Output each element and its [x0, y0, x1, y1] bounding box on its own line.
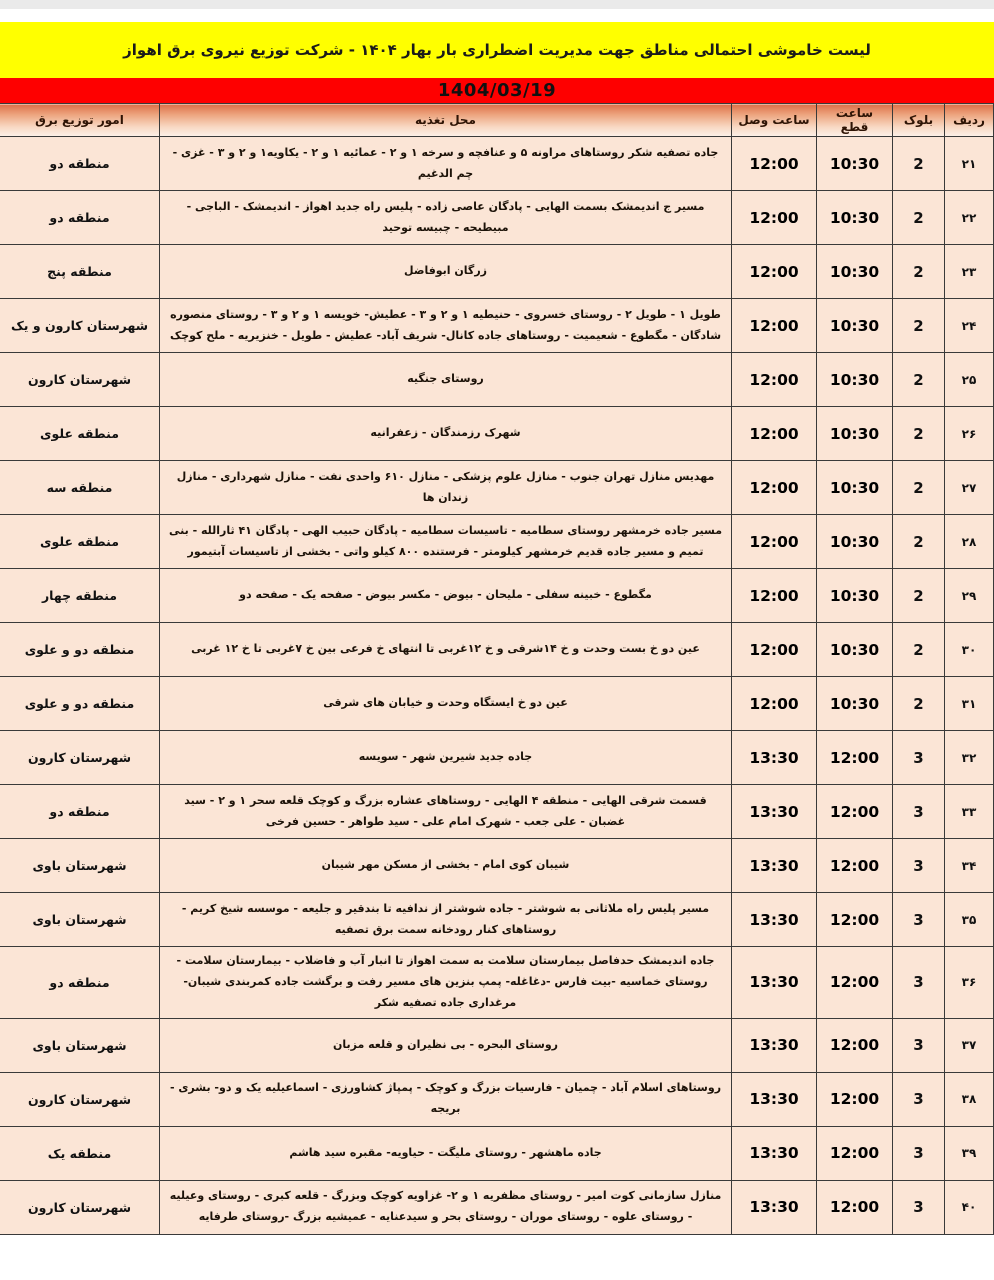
distribution-area-cell: منطقه پنج [0, 245, 160, 299]
block-cell: 2 [893, 623, 945, 677]
reconnect-time-cell: 13:30 [732, 1180, 817, 1234]
cut-time-cell: 12:00 [817, 1018, 893, 1072]
reconnect-time-cell: 13:30 [732, 893, 817, 947]
reconnect-time-cell: 13:30 [732, 1126, 817, 1180]
table-row [0, 893, 994, 947]
cut-time-cell: 10:30 [817, 353, 893, 407]
feed-location-cell: شهرک رزمندگان - زعفرانیه [160, 407, 732, 461]
column-header-row-number: ردیف [945, 104, 994, 137]
table-row [0, 623, 994, 677]
block-cell: 2 [893, 515, 945, 569]
page-title: لیست خاموشی احتمالی مناطق جهت مدیریت اضطراری بار بهار ۱۴۰۴ - شرکت توزیع نیروی برق اهواز [123, 40, 871, 59]
row-number-cell: ۳۰ [945, 623, 994, 677]
distribution-area-cell: شهرستان کارون [0, 1072, 160, 1126]
feed-location-cell: جاده جدید شیرین شهر - سویسه [160, 731, 732, 785]
row-number-cell: ۳۹ [945, 1126, 994, 1180]
row-number-cell: ۲۳ [945, 245, 994, 299]
row-number-cell: ۲۶ [945, 407, 994, 461]
feed-location-cell: روستاهای اسلام آباد - چمیان - فارسیات بزرگ و کوچک - پمپاژ کشاورزی - اسماعیلیه یک و دو- بشری - بریجه [160, 1072, 732, 1126]
feed-location-cell: عین دو خ بست وحدت و خ ۱۴شرقی و خ ۱۲غربی تا انتهای خ فرعی بین خ ۷غربی تا خ ۱۲ غربی [160, 623, 732, 677]
distribution-area-cell: شهرستان کارون [0, 1180, 160, 1234]
reconnect-time-cell: 13:30 [732, 1018, 817, 1072]
block-cell: 2 [893, 191, 945, 245]
cut-time-cell: 10:30 [817, 569, 893, 623]
feed-location-cell: مسیر جاده خرمشهر روستای سطامیه - تاسیسات سطامیه - پادگان حبیب الهی - پادگان ۴۱ ثارالله - بنی تمیم و مسیر جاده قدیم خرمشهر کیلومتر - فرستنده ۸۰۰ کیلو واتی - بخشی از تاسیسات آبتیمور [160, 515, 732, 569]
table-row [0, 1018, 994, 1072]
table-row [0, 461, 994, 515]
row-number-cell: ۲۵ [945, 353, 994, 407]
table-row [0, 137, 994, 191]
schedule-date: 1404/03/19 [437, 80, 557, 101]
feed-location-cell: طویل ۱ - طویل ۲ - روستای خسروی - حنیطیه ۱ و ۲ و ۳ - عطیش- خویسه ۱ و ۲ و ۳ - روستای منصوره شادگان - مگطوع - شعیمیت - روستاهای جاده کانال- شریف آباد- عطیش - طویل - خنزیریه - ملح کوچک [160, 299, 732, 353]
row-number-cell: ۲۸ [945, 515, 994, 569]
table-row [0, 515, 994, 569]
block-cell: 2 [893, 353, 945, 407]
reconnect-time-cell: 12:00 [732, 191, 817, 245]
feed-location-cell: جاده اندیمشک حدفاصل بیمارستان سلامت به سمت اهواز تا انبار آب و فاضلاب - بیمارستان سلامت - روستای خماسیه -بیت فارس -دغاغله- پمپ بنزین های مسیر رفت و برگشت جاده کمربندی شیبان- مرغداری جاده تصفیه شکر [160, 947, 732, 1019]
cut-time-cell: 10:30 [817, 245, 893, 299]
table-row [0, 245, 994, 299]
row-number-cell: ۳۱ [945, 677, 994, 731]
feed-location-cell: زرگان ابوفاضل [160, 245, 732, 299]
distribution-area-cell: منطقه دو [0, 785, 160, 839]
column-header-distribution-area: امور توزیع برق [0, 104, 160, 137]
cut-time-cell: 10:30 [817, 299, 893, 353]
block-cell: 3 [893, 1126, 945, 1180]
cut-time-cell: 10:30 [817, 461, 893, 515]
feed-location-cell: جاده ماهشهر - روستای ملیگت - حیاویه- مقبره سید هاشم [160, 1126, 732, 1180]
distribution-area-cell: منطقه دو و علوی [0, 623, 160, 677]
column-header-cut-time: ساعت قطع [817, 104, 893, 137]
table-row [0, 1072, 994, 1126]
cut-time-cell: 10:30 [817, 623, 893, 677]
table-row [0, 731, 994, 785]
table-row [0, 191, 994, 245]
row-number-cell: ۲۹ [945, 569, 994, 623]
table-row [0, 947, 994, 1019]
block-cell: 3 [893, 785, 945, 839]
feed-location-cell: منازل سازمانی کوت امیر - روستای مظفریه ۱ و ۲- غزاویه کوچک وبزرگ - قلعه کبری - روستای وعیلیه - روستای علوه - روستای موران - روستای بحر و سیدعنایه - عمیشیه بزرگ -روستای طرفایه [160, 1180, 732, 1234]
reconnect-time-cell: 12:00 [732, 677, 817, 731]
row-number-cell: ۳۲ [945, 731, 994, 785]
block-cell: 2 [893, 407, 945, 461]
reconnect-time-cell: 12:00 [732, 461, 817, 515]
reconnect-time-cell: 13:30 [732, 785, 817, 839]
feed-location-cell: جاده تصفیه شکر روستاهای مراونه ۵ و عنافچه و سرخه ۱ و ۲ - عمائیه ۱ و ۲ - یکاویه۱ و ۲ و ۳ - غزی - چم الدغیم [160, 137, 732, 191]
top-strip [0, 0, 994, 9]
block-cell: 3 [893, 893, 945, 947]
reconnect-time-cell: 12:00 [732, 407, 817, 461]
distribution-area-cell: شهرستان کارون و یک [0, 299, 160, 353]
outage-schedule-table [0, 103, 994, 1235]
reconnect-time-cell: 12:00 [732, 569, 817, 623]
block-cell: 2 [893, 569, 945, 623]
table-row [0, 353, 994, 407]
table-row [0, 677, 994, 731]
cut-time-cell: 12:00 [817, 1072, 893, 1126]
reconnect-time-cell: 12:00 [732, 515, 817, 569]
block-cell: 3 [893, 1018, 945, 1072]
row-number-cell: ۳۴ [945, 839, 994, 893]
block-cell: 3 [893, 1072, 945, 1126]
feed-location-cell: شیبان کوی امام - بخشی از مسکن مهر شیبان [160, 839, 732, 893]
feed-location-cell: مسیر ج اندیمشک بسمت الهایی - پادگان عاصی زاده - پلیس راه جدید اهواز - اندیمشک - الباجی - مبیطیحه - چبیسه توحید [160, 191, 732, 245]
distribution-area-cell: منطقه چهار [0, 569, 160, 623]
distribution-area-cell: منطقه دو [0, 947, 160, 1019]
feed-location-cell: قسمت شرقی الهایی - منطقه ۴ الهایی - روستاهای عشاره بزرگ و کوچک قلعه سحر ۱ و ۲ - سید غضبان - علی جعب - شهرک امام علی - سید طواهر - حسین فرخی [160, 785, 732, 839]
reconnect-time-cell: 13:30 [732, 947, 817, 1019]
reconnect-time-cell: 12:00 [732, 299, 817, 353]
table-row [0, 569, 994, 623]
table-row [0, 785, 994, 839]
row-number-cell: ۳۵ [945, 893, 994, 947]
cut-time-cell: 12:00 [817, 1126, 893, 1180]
feed-location-cell: روستای البحره - بی نظیران و قلعه مزبان [160, 1018, 732, 1072]
row-number-cell: ۳۶ [945, 947, 994, 1019]
feed-location-cell: مسیر پلیس راه ملاثانی به شوشتر - جاده شوشتر از ندافیه تا بندقیر و جلیعه - موسسه شیخ کریم - روستاهای کنار رودخانه سمت برق تصفیه [160, 893, 732, 947]
cut-time-cell: 12:00 [817, 947, 893, 1019]
table-row [0, 1126, 994, 1180]
feed-location-cell: مهدیس منازل تهران جنوب - منازل علوم پزشکی - منازل ۶۱۰ واحدی نفت - منازل شهرداری - منازل زندان ها [160, 461, 732, 515]
reconnect-time-cell: 13:30 [732, 1072, 817, 1126]
distribution-area-cell: شهرستان کارون [0, 731, 160, 785]
cut-time-cell: 12:00 [817, 731, 893, 785]
column-header-block: بلوک [893, 104, 945, 137]
cut-time-cell: 12:00 [817, 1180, 893, 1234]
reconnect-time-cell: 12:00 [732, 353, 817, 407]
reconnect-time-cell: 12:00 [732, 245, 817, 299]
distribution-area-cell: منطقه یک [0, 1126, 160, 1180]
table-row [0, 1180, 994, 1234]
distribution-area-cell: منطقه دو [0, 137, 160, 191]
distribution-area-cell: منطقه دو [0, 191, 160, 245]
column-header-feed-location: محل تغذیه [160, 104, 732, 137]
reconnect-time-cell: 12:00 [732, 137, 817, 191]
block-cell: 2 [893, 137, 945, 191]
table-row [0, 839, 994, 893]
cut-time-cell: 12:00 [817, 893, 893, 947]
block-cell: 3 [893, 731, 945, 785]
distribution-area-cell: شهرستان باوی [0, 839, 160, 893]
block-cell: 3 [893, 947, 945, 1019]
block-cell: 2 [893, 461, 945, 515]
distribution-area-cell: منطقه علوی [0, 515, 160, 569]
cut-time-cell: 10:30 [817, 407, 893, 461]
distribution-area-cell: منطقه دو و علوی [0, 677, 160, 731]
block-cell: 3 [893, 839, 945, 893]
distribution-area-cell: منطقه سه [0, 461, 160, 515]
reconnect-time-cell: 13:30 [732, 731, 817, 785]
cut-time-cell: 10:30 [817, 677, 893, 731]
cut-time-cell: 12:00 [817, 839, 893, 893]
row-number-cell: ۴۰ [945, 1180, 994, 1234]
table-row [0, 299, 994, 353]
cut-time-cell: 12:00 [817, 785, 893, 839]
row-number-cell: ۲۴ [945, 299, 994, 353]
row-number-cell: ۳۸ [945, 1072, 994, 1126]
cut-time-cell: 10:30 [817, 191, 893, 245]
column-header-reconnect-time: ساعت وصل [732, 104, 817, 137]
row-number-cell: ۳۳ [945, 785, 994, 839]
table-row [0, 407, 994, 461]
title-band [0, 22, 994, 78]
table-header-row [0, 104, 994, 137]
row-number-cell: ۳۷ [945, 1018, 994, 1072]
cut-time-cell: 10:30 [817, 137, 893, 191]
distribution-area-cell: منطقه علوی [0, 407, 160, 461]
distribution-area-cell: شهرستان باوی [0, 893, 160, 947]
reconnect-time-cell: 13:30 [732, 839, 817, 893]
cut-time-cell: 10:30 [817, 515, 893, 569]
distribution-area-cell: شهرستان باوی [0, 1018, 160, 1072]
block-cell: 2 [893, 245, 945, 299]
top-gap [0, 9, 994, 22]
block-cell: 3 [893, 1180, 945, 1234]
reconnect-time-cell: 12:00 [732, 623, 817, 677]
feed-location-cell: عین دو خ ایستگاه وحدت و خیابان های شرقی [160, 677, 732, 731]
feed-location-cell: روستای جنگیه [160, 353, 732, 407]
row-number-cell: ۲۱ [945, 137, 994, 191]
block-cell: 2 [893, 299, 945, 353]
row-number-cell: ۲۲ [945, 191, 994, 245]
row-number-cell: ۲۷ [945, 461, 994, 515]
distribution-area-cell: شهرستان کارون [0, 353, 160, 407]
date-band [0, 78, 994, 103]
feed-location-cell: مگطوع - خبینه سفلی - ملیحان - بیوض - مکسر بیوض - صفحه یک - صفحه دو [160, 569, 732, 623]
block-cell: 2 [893, 677, 945, 731]
